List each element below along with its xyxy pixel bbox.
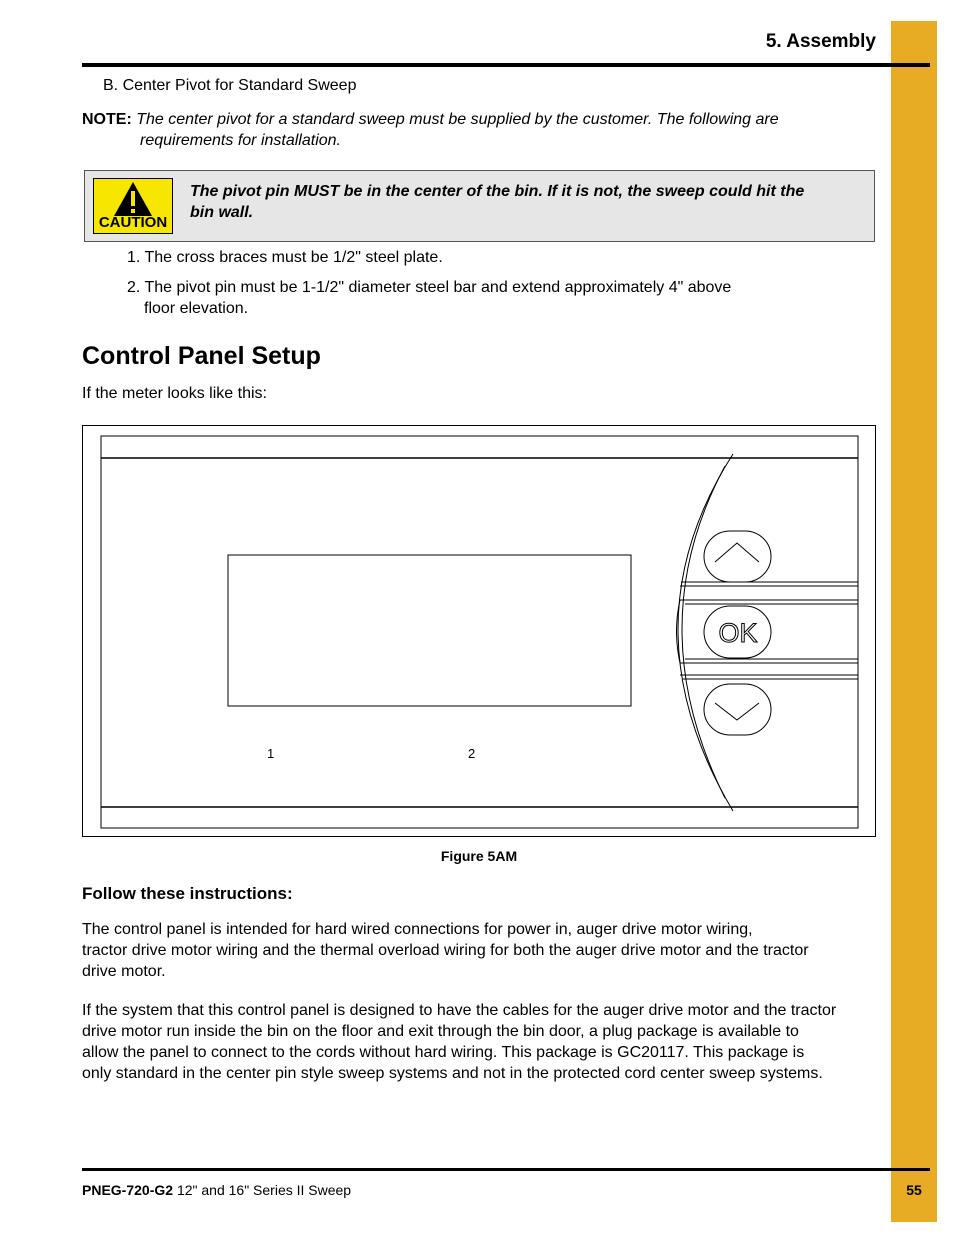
meter-label-1: 1: [267, 746, 275, 761]
step-1: 1. The cross braces must be 1/2" steel plate.: [127, 249, 443, 266]
meter-label-2: 2: [468, 746, 476, 761]
step-2-line1: 2. The pivot pin must be 1-1/2" diameter steel bar and extend approximately 4" above: [127, 279, 732, 296]
paragraph-1-line: The control panel is intended for hard wired connections for power in, auger drive motor wiring,: [82, 921, 753, 938]
meter-display-screen: [228, 555, 631, 706]
caution-word: CAUTION: [98, 214, 168, 231]
footer-rule: [82, 1168, 930, 1171]
chevron-up-icon: [715, 543, 759, 562]
footer: [82, 1182, 351, 1198]
header-rule: [82, 63, 930, 67]
chevron-down-icon: [715, 703, 759, 720]
paragraph-1-line: drive motor.: [82, 963, 166, 980]
paragraph-1: [82, 919, 882, 982]
ok-button-label: OK: [718, 618, 758, 648]
paragraph-2-line: If the system that this control panel is designed to have the cables for the auger drive motor and the tractor: [82, 1002, 837, 1019]
meter-figure: [82, 425, 876, 837]
step-2-line2: floor elevation.: [144, 300, 249, 317]
page-title: Control Panel Setup: [82, 342, 321, 370]
caution-line1: The pivot pin MUST be in the center of the bin. If it is not, the sweep could hit the: [190, 183, 805, 200]
up-key-panel: [680, 582, 858, 586]
caution-text: [190, 181, 860, 223]
footer-doc-id: PNEG-720-G2: [82, 1182, 174, 1198]
subsection-heading: B. Center Pivot for Standard Sweep: [103, 77, 357, 94]
note-text-line1: The center pivot for a standard sweep must be supplied by the customer. The following are: [136, 111, 779, 128]
note-label: NOTE:: [82, 111, 132, 128]
step-2: [127, 277, 731, 319]
meter-intro-text: If the meter looks like this:: [82, 385, 267, 402]
note-text-line2: requirements for installation.: [140, 132, 341, 149]
warning-triangle-icon: [94, 180, 172, 218]
note-block: [82, 109, 862, 151]
down-key-panel: [680, 675, 858, 679]
ok-key-inner: [685, 604, 858, 659]
section-title: 5. Assembly: [765, 31, 876, 52]
paragraph-2-line: allow the panel to connect to the cords without hard wiring. This package is GC20117. This package is: [82, 1044, 805, 1061]
paragraph-1-line: tractor drive motor wiring and the thermal overload wiring for both the auger drive motor and the tractor: [82, 942, 809, 959]
paragraph-2: [82, 1000, 882, 1084]
page-number: 55: [906, 1182, 922, 1198]
down-button: [704, 684, 771, 735]
caution-badge: [93, 178, 173, 234]
instructions-heading: Follow these instructions:: [82, 884, 293, 903]
up-button: [704, 531, 771, 582]
paragraph-2-line: only standard in the center pin style sweep systems and not in the protected cord center sweep systems.: [82, 1065, 823, 1082]
footer-doc-title: 12" and 16" Series II Sweep: [176, 1182, 352, 1198]
caution-line2: bin wall.: [190, 204, 254, 221]
figure-caption: Figure 5AM: [440, 848, 518, 864]
paragraph-2-line: drive motor run inside the bin on the floor and exit through the bin door, a plug package is available to: [82, 1023, 799, 1040]
meter-drawing: [83, 426, 875, 836]
side-accent-bar: [891, 21, 937, 1222]
caution-box: [84, 170, 875, 242]
